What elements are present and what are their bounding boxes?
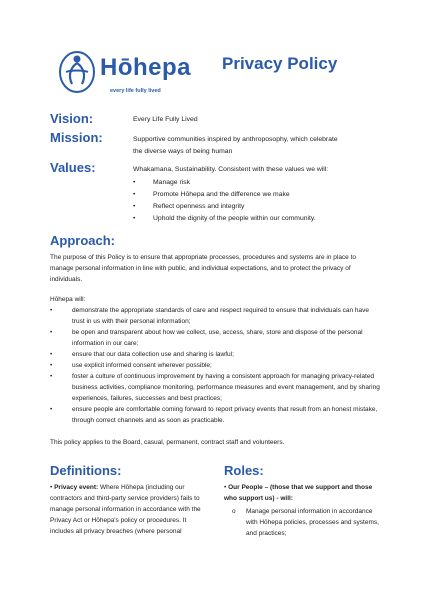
roles-body: • Our People – (those that we support and those who support us) - will: o Manage personal information in accordance with Hōhepa policies, processes and systems, and practices; bbox=[224, 482, 384, 539]
list-item: • use explicit informed consent wherever possible; bbox=[50, 360, 380, 371]
definitions-body: • Privacy event: Where Hōhepa (including our contractors and third-party service providers) fails to manage personal information in accordance with the Privacy Act or Hōhepa's policy or procedures. It includes all privacy breaches (where personal bbox=[50, 484, 201, 535]
list-item: • Reflect openness and integrity bbox=[133, 201, 316, 213]
definition-term: Privacy event: bbox=[54, 484, 99, 491]
approach-heading: Approach: bbox=[50, 233, 115, 248]
approach-will-intro: Hōhepa will: bbox=[50, 296, 86, 303]
approach-applies: This policy applies to the Board, casual, permanent, contract staff and volunteers. bbox=[50, 439, 285, 446]
definitions-heading: Definitions: bbox=[50, 463, 122, 478]
approach-list bbox=[50, 305, 380, 426]
roles-sub-item bbox=[224, 506, 384, 539]
list-item: • foster a culture of continuous improvement by having a consistent approach for managing privacy-related business activities, compliance monitoring, performance measures and event management, and by sharing experiences, failures, successes and best practices; bbox=[50, 371, 380, 404]
list-item: • ensure that our data collection use and sharing is lawful; bbox=[50, 349, 380, 360]
approach-purpose: The purpose of this Policy is to ensure that appropriate processes, procedures and systems are in place to manage personal information in line with public, and individual expectations, and to protect the privacy of individuals. bbox=[50, 254, 357, 283]
vision-label: Vision: bbox=[50, 111, 94, 126]
list-item: • Promote Hōhepa and the difference we make bbox=[133, 189, 316, 201]
list-item: • demonstrate the appropriate standards of care and respect required to ensure that individuals can have trust in us with their personal information; bbox=[50, 305, 380, 327]
list-item: • be open and transparent about how we collect, use, access, share, store and dispose of the personal information in our care; bbox=[50, 327, 380, 349]
vision-text: Every Life Fully Lived bbox=[133, 116, 198, 123]
roles-sub-text: Manage personal information in accordance with Hōhepa policies, processes and systems, and practices; bbox=[246, 508, 379, 537]
list-item: • Manage risk bbox=[133, 177, 316, 189]
hohepa-logo bbox=[58, 50, 238, 106]
values-text: Whakamana, Sustainability. Consistent with these values we will: bbox=[133, 166, 329, 173]
roles-group: Our People – (those that we support and those who support us) - will: bbox=[224, 484, 373, 502]
hohepa-emblem-icon bbox=[58, 50, 96, 96]
roles-heading: Roles: bbox=[224, 463, 264, 478]
values-label: Values: bbox=[50, 160, 96, 175]
definition-text: Where Hōhepa (including our contractors and third-party service providers) fails to manage personal information in accordance with the Privacy Act or Hōhepa's policy or procedures. It includes all privacy breaches (where personal bbox=[50, 484, 201, 535]
mission-text: Supportive communities inspired by anthroposophy, which celebrate the diverse ways of being human bbox=[133, 136, 338, 155]
logo-wordmark: Hōhepa bbox=[100, 54, 192, 81]
roles-sub-marker: o bbox=[232, 508, 236, 515]
list-item: • Uphold the dignity of the people within our community. bbox=[133, 213, 316, 225]
page-title: Privacy Policy bbox=[222, 54, 338, 73]
logo-tagline: every life fully lived bbox=[110, 88, 161, 94]
list-item: • ensure people are comfortable coming forward to report privacy events that result from an honest mistake, through correct channels and as soon as practicable. bbox=[50, 404, 380, 426]
values-list bbox=[133, 177, 316, 225]
mission-label: Mission: bbox=[50, 130, 103, 145]
